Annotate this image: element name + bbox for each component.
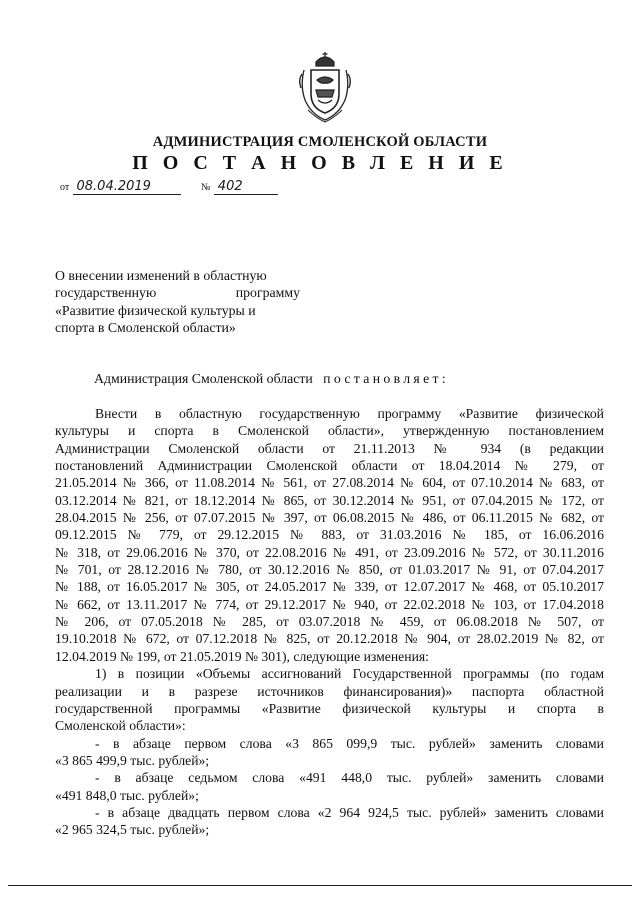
coat-of-arms-icon (296, 50, 354, 124)
lead-verb: постановляет: (323, 371, 449, 386)
subject-line: «Развитие физической культуры и (55, 302, 256, 318)
body-line: 12.04.2019 № 199, от 21.05.2019 № 301), следующие изменения: (55, 648, 429, 664)
body-line: Администрации Смоленской области от 21.11.2013 № 934 (в редакции (55, 440, 604, 456)
decree-body (55, 405, 604, 839)
lead-text: Администрация Смоленской области (94, 371, 313, 386)
footer-rule (8, 885, 632, 886)
document-type: П О С Т А Н О В Л Е Н И Е (132, 152, 508, 174)
body-line: № 206, от 07.05.2018 № 285, от 03.07.2018 № 459, от 06.08.2018 № 507, от (55, 614, 604, 630)
body-line: постановлений Администрации Смоленской области от 18.04.2014 № 279, от (55, 458, 604, 474)
body-line: № 188, от 16.05.2017 № 305, от 24.05.2017 № 339, от 12.07.2017 № 468, от 05.10.2017 (55, 579, 604, 595)
body-line: № 662, от 13.11.2017 № 774, от 29.12.2017 № 940, от 22.02.2018 № 103, от 17.04.2018 (55, 596, 604, 612)
body-line: «3 865 499,9 тыс. рублей»; (55, 752, 210, 768)
organization-name: АДМИНИСТРАЦИЯ СМОЛЕНСКОЙ ОБЛАСТИ (152, 134, 488, 150)
body-line: 03.12.2014 № 821, от 18.12.2014 № 865, от 30.12.2014 № 951, от 07.04.2015 № 172, от (55, 492, 604, 508)
body-line: 19.10.2018 № 672, от 07.12.2018 № 825, от 20.12.2018 № 904, от 28.02.2019 № 82, от (55, 631, 604, 647)
body-line: «2 965 324,5 тыс. рублей»; (55, 822, 210, 838)
subject-line: О внесении изменений в областную (55, 268, 267, 283)
date-label: от (60, 182, 70, 193)
body-line: 1) в позиции «Объемы ассигнований Государственной программы (по годам (95, 666, 604, 682)
lead-sentence (94, 371, 449, 387)
body-line: государственной программы «Развитие физической культуры и спорта в (55, 700, 604, 716)
body-line: Смоленской области»: (55, 718, 186, 734)
body-line: № 318, от 29.06.2016 № 370, от 22.08.2016 № 491, от 23.09.2016 № 572, от 30.11.2016 (55, 544, 604, 560)
body-line: реализации и в разрезе источников финансирования)» паспорта областной (55, 683, 604, 699)
body-line: - в абзаце седьмом слова «491 448,0 тыс. рублей» заменить словами (95, 770, 604, 786)
body-line: 21.05.2014 № 366, от 11.08.2014 № 561, от 27.08.2014 № 604, от 07.10.2014 № 683, от (55, 475, 604, 491)
body-line: 28.04.2015 № 256, от 07.07.2015 № 397, от 06.08.2015 № 486, от 06.11.2015 № 682, от (55, 510, 604, 526)
number-label: № (201, 182, 211, 193)
subject-block (55, 267, 300, 336)
body-line: - в абзаце первом слова «3 865 099,9 тыс. рублей» заменить словами (95, 735, 604, 751)
number-value: 402 (214, 179, 278, 195)
body-line: № 701, от 28.12.2016 № 780, от 30.12.2016 № 850, от 01.03.2017 № 91, от 07.04.2017 (55, 562, 604, 578)
body-line: Внести в областную государственную программу «Развитие физической (95, 406, 604, 421)
body-line: - в абзаце двадцать первом слова «2 964 924,5 тыс. рублей» заменить словами (95, 804, 604, 820)
body-line: «491 848,0 тыс. рублей»; (55, 787, 199, 803)
subject-line: спорта в Смоленской области» (55, 319, 236, 335)
body-line: культуры и спорта в Смоленской области», утвержденную постановлением (55, 423, 604, 439)
date-number-line (60, 178, 278, 195)
body-line: 09.12.2015 № 779, от 29.12.2015 № 883, от 31.03.2016 № 185, от 16.06.2016 (55, 527, 604, 543)
date-value: 08.04.2019 (73, 179, 181, 195)
subject-line: государственную программу (55, 285, 300, 301)
